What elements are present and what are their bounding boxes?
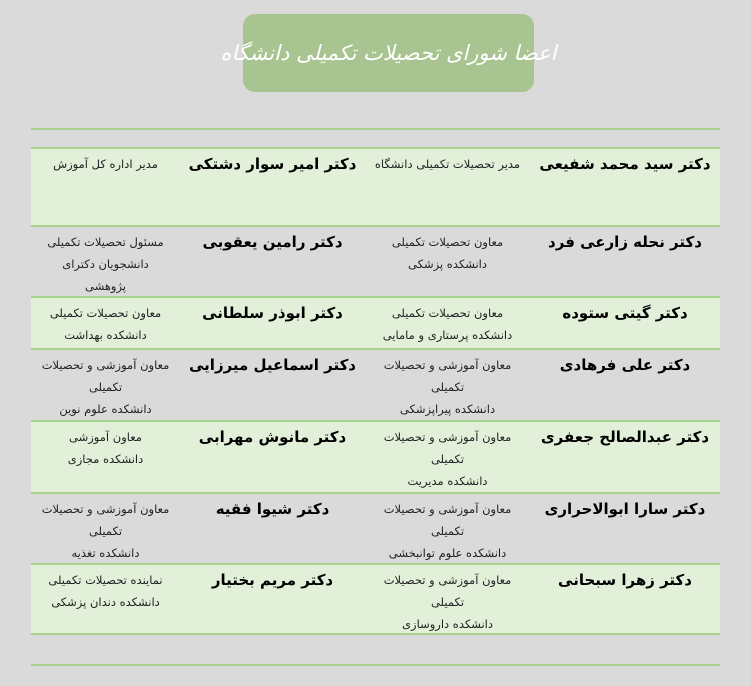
table-row <box>31 563 720 635</box>
member-name: دکتر رامین یعقوبی <box>202 233 343 251</box>
role-line: دانشکده بهداشت <box>64 328 147 342</box>
title-banner <box>220 14 557 92</box>
role-line: معاون تحصیلات تکمیلی <box>49 306 162 320</box>
table-row <box>31 225 720 296</box>
role-line: تکمیلی <box>88 524 123 538</box>
member-name: دکتر اسماعیل میرزایی <box>189 356 356 374</box>
role-line: دانشکده مجازی <box>67 452 144 466</box>
member-name: دکتر زهرا سبحانی <box>558 571 692 589</box>
role-line: دانشکده داروسازی <box>402 617 493 631</box>
member-name: دکتر امیر سوار دشتکی <box>188 155 357 173</box>
member-name: دکتر مریم بختیار <box>211 571 334 589</box>
top-divider <box>31 128 720 130</box>
role-line: تکمیلی <box>430 595 465 609</box>
role-line: دانشکده تغذیه <box>71 546 140 560</box>
role-line: مسئول تحصیلات تکمیلی <box>47 235 164 249</box>
member-name: دکتر عبدالصالح جعفری <box>540 428 710 446</box>
role-line: معاون تحصیلات تکمیلی <box>391 306 504 320</box>
role-line: دانشکده علوم نوین <box>59 402 152 416</box>
role-line: معاون آموزشی و تحصیلات <box>383 502 512 516</box>
member-name: دکتر علی فرهادی <box>559 356 691 374</box>
role-line: تکمیلی <box>88 380 123 394</box>
role-line: تکمیلی <box>430 452 465 466</box>
member-name: دکتر ابوذر سلطانی <box>202 304 343 322</box>
bottom-divider <box>31 664 720 666</box>
member-name: دکتر سید محمد شفیعی <box>539 155 711 173</box>
role-line: پژوهشی <box>84 279 126 293</box>
role-line: معاون آموزشی و تحصیلات <box>41 358 170 372</box>
member-role <box>365 569 530 635</box>
role-line: دانشکده پیراپزشکی <box>399 402 496 416</box>
member-role <box>365 231 530 275</box>
role-line: دانشکده مدیریت <box>407 474 488 488</box>
role-line: دانشکده پرستاری و مامایی <box>382 328 513 342</box>
member-role <box>365 153 530 175</box>
member-role <box>31 426 180 470</box>
table-row <box>31 296 720 348</box>
role-line: معاون آموزشی و تحصیلات <box>383 573 512 587</box>
role-line: دانشکده پزشکی <box>408 257 487 271</box>
member-role <box>31 354 180 420</box>
table-row <box>31 348 720 420</box>
member-name: دکتر گیتی ستوده <box>562 304 688 322</box>
member-role <box>31 231 180 297</box>
member-role <box>31 153 180 175</box>
role-line: دانشکده دندان پزشکی <box>51 595 160 609</box>
role-line: معاون تحصیلات تکمیلی <box>391 235 504 249</box>
member-role <box>365 354 530 420</box>
member-role <box>365 498 530 564</box>
member-name: دکتر مانوش مهرابی <box>198 428 347 446</box>
role-line: تکمیلی <box>430 380 465 394</box>
member-role <box>31 498 180 564</box>
member-role <box>365 426 530 492</box>
table-row <box>31 492 720 563</box>
role-line: دانشجویان دکترای <box>62 257 149 271</box>
role-line: معاون آموزشی و تحصیلات <box>383 358 512 372</box>
role-line: نماینده تحصیلات تکمیلی <box>48 573 163 587</box>
member-name: دکتر شیوا فقیه <box>215 500 330 518</box>
role-line: مدیر تحصیلات تکمیلی دانشگاه <box>374 157 521 171</box>
member-name: دکتر نحله زارعی فرد <box>548 233 702 251</box>
member-name: دکتر سارا ابوالاحراری <box>544 500 706 518</box>
member-role <box>365 302 530 346</box>
role-line: معاون آموزشی <box>69 430 142 444</box>
table-row <box>31 420 720 492</box>
member-role <box>31 302 180 346</box>
table-row <box>31 147 720 225</box>
role-line: تکمیلی <box>430 524 465 538</box>
role-line: دانشکده علوم توانبخشی <box>388 546 507 560</box>
role-line: مدیر اداره کل آموزش <box>53 157 158 171</box>
member-role <box>31 569 180 613</box>
role-line: معاون آموزشی و تحصیلات <box>383 430 512 444</box>
page-title: اعضا شورای تحصیلات تکمیلی دانشگاه <box>220 41 557 65</box>
role-line: معاون آموزشی و تحصیلات <box>41 502 170 516</box>
